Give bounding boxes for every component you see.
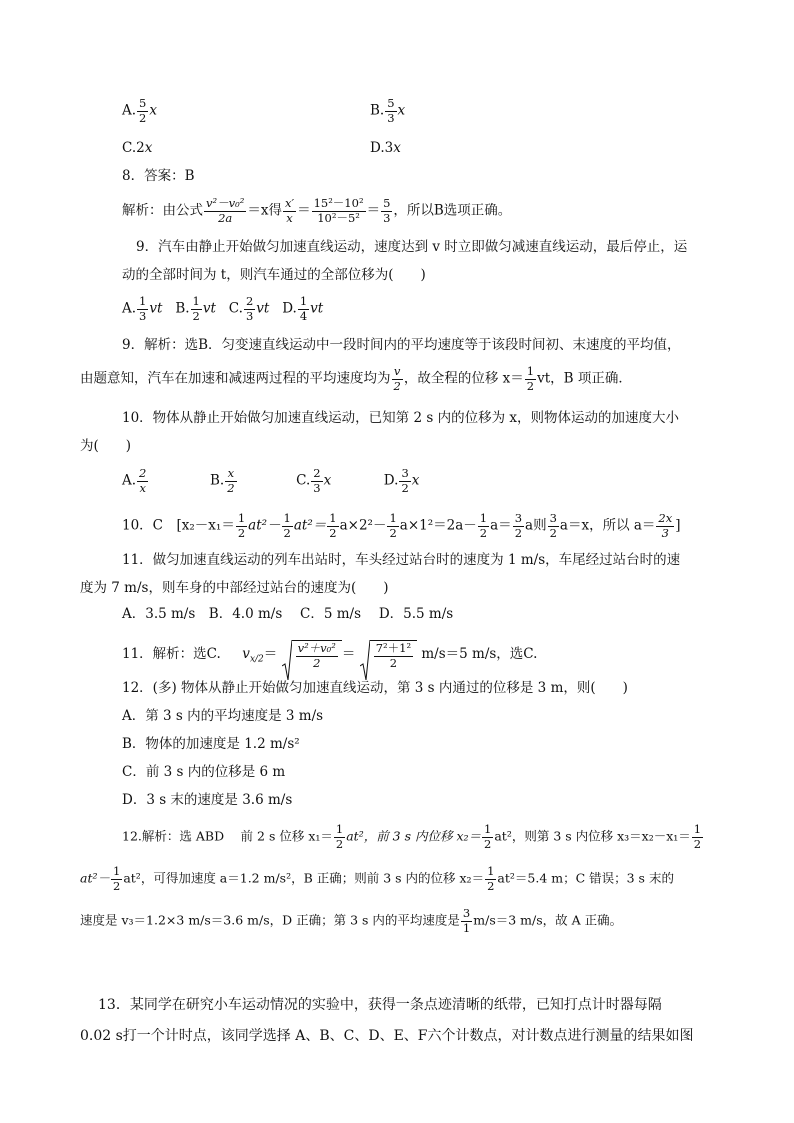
fraction: $\frac{3}{2}$: [401, 466, 409, 495]
fraction: $\frac{5}{3}$: [387, 96, 395, 125]
fraction: $\frac{\text{v²＋v₀²}}{2}$: [297, 641, 336, 670]
q10-options: A. $\frac{2}{x}$ B. $\frac{x}{2}$ C. $\frac{2}{3}$ x D. $\frac{3}{2}$ x: [122, 466, 420, 495]
q9-stem-line1: 9．汽车由静止开始做匀加速直线运动，速度达到 v 时立即做匀减速直线运动，最后停止，运: [136, 239, 688, 255]
fraction: $\frac{3}{2}$: [514, 511, 523, 540]
q10-solution: 10．C [x₂－x₁＝ $\frac{1}{2}$ at²－ $\frac{1}{2}$ at²＝ $\frac{1}{2}$ a×2²－ $\frac{1}{2}$ a×1²＝2a－ $\frac{1}{2}$ a＝ $\frac{3}{2}$ a则 $\frac{3}{2}$ a＝x，所以 a＝ $\frac{2x}{3}$ ]: [122, 511, 681, 540]
fraction: $\frac{2}{3}$: [313, 466, 321, 495]
fraction: $\frac{1}{2}$: [479, 511, 488, 540]
fraction: $\frac{5}{3}$: [383, 196, 391, 225]
fraction: $\frac{3}{1}$: [462, 906, 471, 935]
fraction: $\frac{5}{2}$: [139, 96, 147, 125]
q9-stem-line2: 动的全部时间为 t，则汽车通过的全部位移为( ): [122, 267, 426, 283]
q11-solution: 11．解析：选C. $v_{x/2}=$ $\frac{\text{v²＋v₀²}}{2}$ ＝ $\frac{\text{7²＋1²}}{2}$ m/s＝5 m/s，选C.: [122, 640, 537, 669]
fraction: $\frac{1}{2}$: [389, 511, 397, 540]
q8-solution: 解析：由公式 $\frac{\text{v²－v₀²}}{2a}$ ＝x得 $\frac{x'}{x}$ ＝ $\frac{\text{15²－10²}}{\text{10²－5²}}$ ＝ $\frac{5}{3}$ ，所以B选项正确。: [122, 196, 512, 225]
fraction: $\frac{1}{2}$: [693, 822, 702, 851]
fraction: $\frac{2}{3}$: [245, 294, 254, 323]
fraction: $\frac{1}{2}$: [192, 294, 200, 323]
q12-stem: 12．(多) 物体从静止开始做匀加速直线运动，第 3 s 内通过的位移是 3 m，则( ): [122, 680, 628, 696]
option-c-prev: C.2x: [122, 140, 153, 156]
q12-option-d: D．3 s 末的速度是 3.6 m/s: [122, 792, 293, 808]
fraction: $\frac{\text{v²－v₀²}}{2a}$: [206, 196, 245, 225]
q11-stem-line1: 11．做匀加速直线运动的列车出站时，车头经过站台时的速度为 1 m/s，车尾经过站台时的速: [122, 552, 681, 568]
q12-solution-line3: 速度是 v₃＝1.2×3 m/s＝3.6 m/s，D 正确；第 3 s 内的平均速度是 $\frac{3}{1}$ m/s＝3 m/s，故 A 正确。: [80, 906, 623, 935]
fraction: $\frac{1}{2}$: [526, 364, 535, 393]
fraction: $\frac{1}{3}$: [139, 294, 147, 323]
option-d-prev: D.3x: [370, 140, 401, 156]
q11-stem-line2: 度为 7 m/s，则车身的中部经过站台的速度为( ): [80, 580, 389, 596]
fraction: $\frac{\text{15²－10²}}{\text{10²－5²}}$: [313, 196, 364, 225]
q9-solution-line1: 9．解析：选B．匀变速直线运动中一段时间内的平均速度等于该段时间初、末速度的平均值，: [122, 337, 681, 353]
fraction: $\frac{v}{2}$: [393, 364, 401, 393]
fraction: $\frac{1}{2}$: [487, 864, 495, 893]
fraction: $\frac{1}{2}$: [283, 511, 291, 540]
fraction: $\frac{x}{2}$: [227, 466, 235, 495]
fraction: $\frac{1}{2}$: [329, 511, 337, 540]
option-a-prev: A. $\frac{5}{2}$ x: [122, 96, 157, 125]
q8-answer: 8．答案：B: [122, 168, 195, 184]
fraction: $\frac{\text{7²＋1²}}{2}$: [375, 641, 412, 670]
q12-option-a: A．第 3 s 内的平均速度是 3 m/s: [122, 708, 324, 724]
q12-option-c: C．前 3 s 内的位移是 6 m: [122, 764, 286, 780]
fraction: $\frac{x'}{x}$: [284, 196, 295, 225]
fraction: $\frac{1}{2}$: [484, 822, 492, 851]
fraction: $\frac{1}{2}$: [335, 822, 344, 851]
q12-option-b: B．物体的加速度是 1.2 m/s²: [122, 736, 300, 752]
q9-options: A. $\frac{1}{3}$ vt B. $\frac{1}{2}$ vt C. $\frac{2}{3}$ vt D. $\frac{1}{4}$ vt: [122, 294, 324, 323]
q10-stem-line2: 为( ): [80, 438, 132, 454]
q9-solution-line2: 由题意知，汽车在加速和减速两过程的平均速度均为 $\frac{v}{2}$ ，故全程的位移 x＝ $\frac{1}{2}$ vt，B 项正确．: [80, 364, 632, 393]
fraction: $\frac{3}{2}$: [549, 511, 557, 540]
q13-stem-line1: 13．某同学在研究小车运动情况的实验中，获得一条点迹清晰的纸带，已知打点计时器每隔: [98, 997, 662, 1013]
sqrt-expression: [282, 640, 342, 669]
fraction: $\frac{1}{2}$: [113, 864, 121, 893]
fraction: $\frac{1}{2}$: [237, 511, 246, 540]
option-b-prev: B. $\frac{5}{3}$ x: [370, 96, 406, 125]
q12-solution-line1: 12.解析：选 ABD 前 2 s 位移 x₁＝ $\frac{1}{2}$ at²，前 3 s 内位移 x₂＝ $\frac{1}{2}$ at²，则第 3 s 内位移 x₃＝x₂－x₁＝ $\frac{1}{2}$: [122, 822, 702, 851]
q11-options: A．3.5 m/s B．4.0 m/s C．5 m/s D．5.5 m/s: [122, 606, 454, 622]
q13-stem-line2: 0.02 s打一个计时点，该同学选择 A、B、C、D、E、F六个计数点，对计数点进行测量的结果如图: [80, 1028, 694, 1044]
fraction: $\frac{1}{4}$: [299, 294, 308, 323]
sqrt-expression: [360, 640, 417, 669]
q10-stem-line1: 10．物体从静止开始做匀加速直线运动，已知第 2 s 内的位移为 x，则物体运动的加速度大小: [122, 410, 679, 426]
fraction: $\frac{2}{x}$: [139, 466, 147, 495]
fraction: $\frac{2x}{3}$: [658, 511, 673, 540]
q12-solution-line2: at²－ $\frac{1}{2}$ at²，可得加速度 a＝1.2 m/s²，B 正确；则前 3 s 内的位移 x₂＝ $\frac{1}{2}$ at²＝5.4 m；C 错误；3 s 末的: [80, 864, 674, 893]
